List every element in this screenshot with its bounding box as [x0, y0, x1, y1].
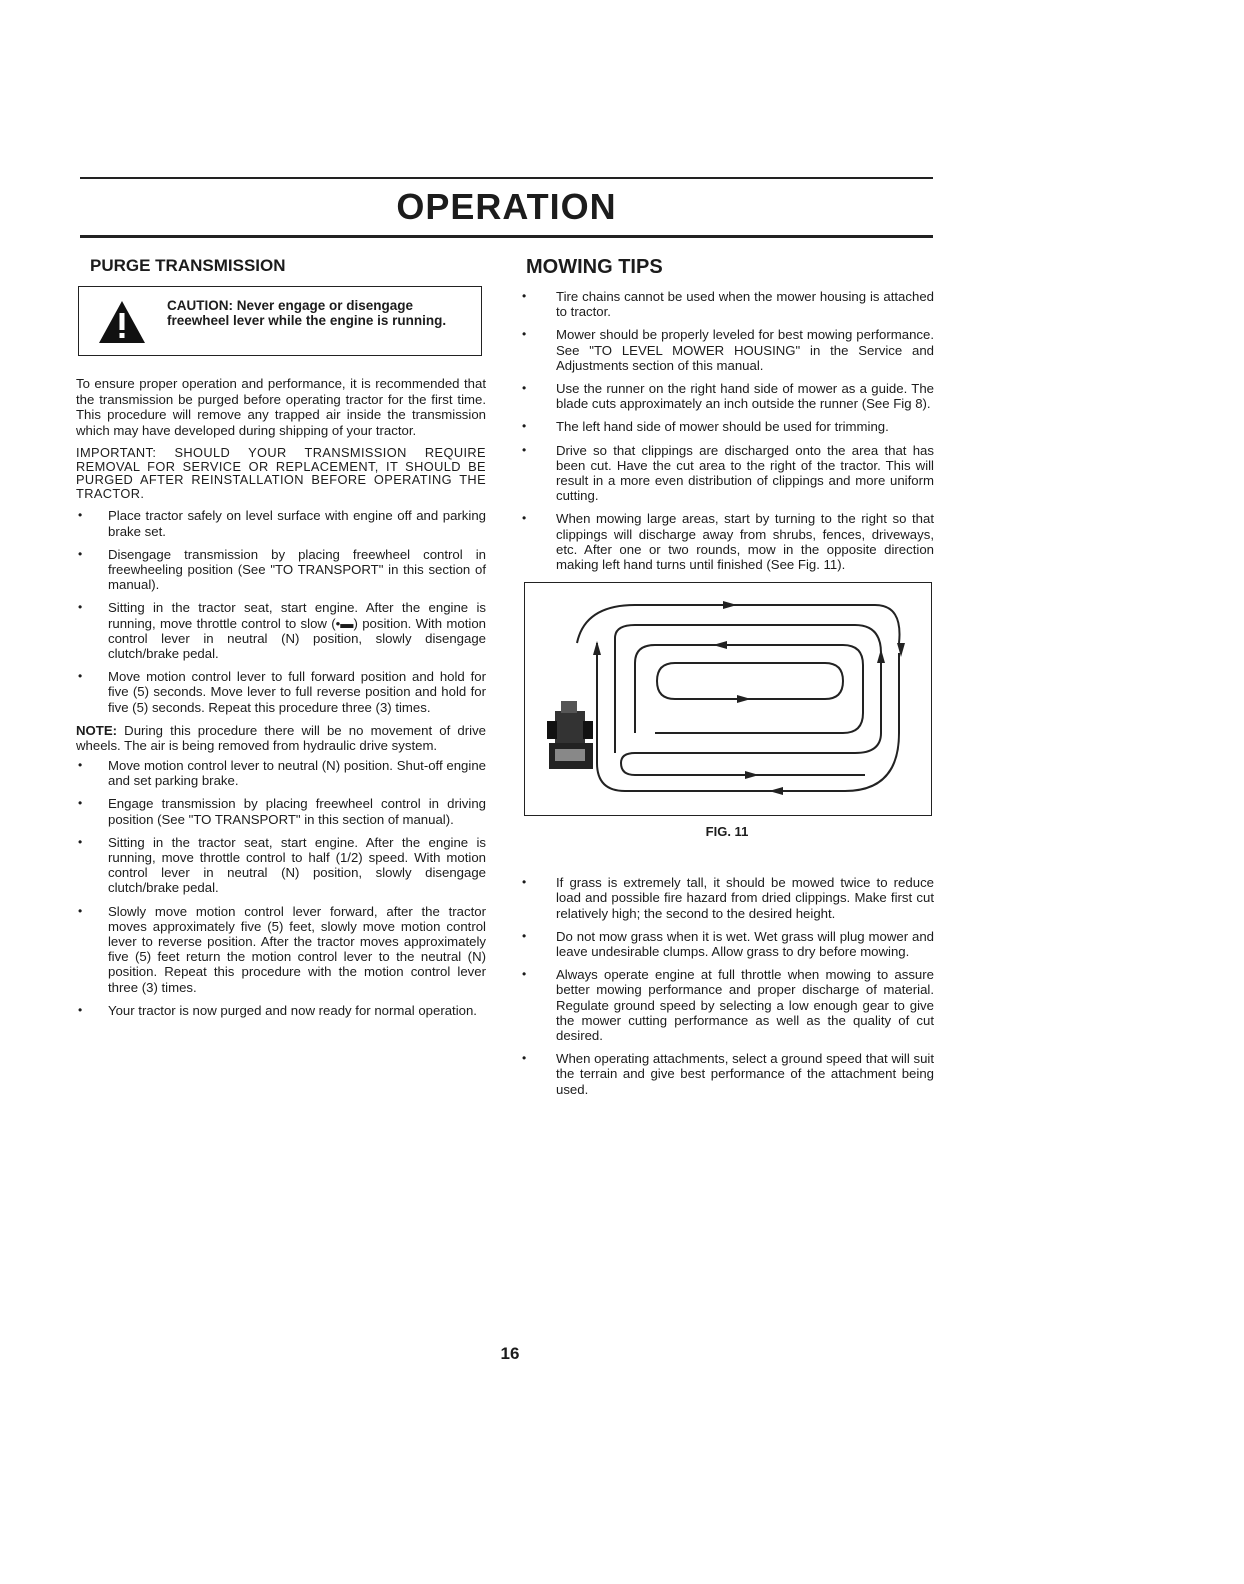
tractor-icon: [547, 701, 593, 769]
list-item: • The left hand side of mower should be used for trimming.: [520, 419, 934, 434]
page-number: 16: [500, 1344, 520, 1363]
page-title: OPERATION: [396, 186, 617, 227]
list-item: • Place tractor safely on level surface with engine off and parking brake set.: [76, 508, 486, 538]
warning-triangle-icon: [97, 299, 147, 345]
list-item: • If grass is extremely tall, it should be mowed twice to reduce load and possible fire hazard from dried clippings. Make first cut relatively high; the second to the desired height.: [520, 875, 934, 921]
caution-label: CAUTION:: [167, 298, 233, 313]
list-item: • Slowly move motion control lever forward, after the tractor moves approximately five (5) feet, slowly move motion control lever to reverse position. After the tractor moves approximately five (5) feet return the motion control lever to the neutral (N) position. Repeat this procedure with the motion control lever three (3) times.: [76, 904, 486, 995]
list-item: • Tire chains cannot be used when the mower housing is attached to tractor.: [520, 289, 934, 319]
mowing-tips-list-b: [520, 875, 934, 1097]
list-item: • Move motion control lever to neutral (N) position. Shut-off engine and set parking brake.: [76, 758, 486, 788]
list-item: • Mower should be properly leveled for best mowing performance. See "TO LEVEL MOWER HOUSING" in the Service and Adjustments section of this manual.: [520, 327, 934, 373]
caution-text: [167, 298, 467, 328]
caution-message: Never engage or disengage freewheel lever while the engine is running.: [167, 298, 447, 328]
list-item: • Disengage transmission by placing freewheel control in freewheeling position (See "TO TRANSPORT" in this section of manual).: [76, 547, 486, 593]
list-item: • Do not mow grass when it is wet. Wet grass will plug mower and leave undesirable clumps. Allow grass to dry before mowing.: [520, 929, 934, 959]
list-item: • Drive so that clippings are discharged onto the area that has been cut. Have the cut area to the right of the tractor. This will result in a more even distribution of clippings and more uniform cutting.: [520, 443, 934, 504]
purge-steps-list-b: [76, 758, 486, 1018]
mowing-tips-column: [520, 256, 934, 1105]
list-item: • When mowing large areas, start by turning to the right so that clippings will discharge away from shrubs, fences, driveways, etc. After one or two rounds, mow in the opposite direction making left hand turns until finished (See Fig. 11).: [520, 511, 934, 572]
purge-steps-list-a: [76, 508, 486, 714]
list-item: • Move motion control lever to full forward position and hold for five (5) seconds. Move lever to full reverse position and hold for five (5) seconds. Repeat this procedure three (3) times.: [76, 669, 486, 715]
mowing-pattern-figure: [524, 582, 932, 816]
mowing-tips-list-a: [520, 289, 934, 572]
list-item: • Always operate engine at full throttle when mowing to assure better mowing performance and proper discharge of material. Regulate ground speed by selecting a low enough gear to give the mower cutting performance as well as the quality of cut desired.: [520, 967, 934, 1043]
list-item: • Sitting in the tractor seat, start engine. After the engine is running, move throttle control to slow (•▬) position. With motion control lever in neutral (N) position, slowly disengage clutch/brake pedal.: [76, 600, 486, 661]
mowing-pattern-diagram: [525, 583, 930, 814]
note-paragraph: [76, 723, 486, 754]
note-label: NOTE:: [76, 722, 118, 738]
caution-box: [78, 286, 482, 356]
title-underline: [80, 235, 933, 238]
list-item: • Sitting in the tractor seat, start engine. After the engine is running, move throttle control to half (1/2) speed. With motion control lever in neutral (N) position, slowly disengage clutch/brake pedal.: [76, 835, 486, 896]
figure-caption: FIG. 11: [705, 824, 749, 840]
mowing-tips-heading: MOWING TIPS: [526, 256, 663, 278]
top-rule: [80, 177, 933, 179]
list-item: • Engage transmission by placing freewheel control in driving position (See "TO TRANSPORT" in this section of manual).: [76, 796, 486, 826]
purge-transmission-heading: PURGE TRANSMISSION: [90, 256, 286, 275]
list-item: • Use the runner on the right hand side of mower as a guide. The blade cuts approximately an inch outside the runner (See Fig 8).: [520, 381, 934, 411]
purge-transmission-column: [76, 256, 486, 1026]
note-text: During this procedure there will be no movement of drive wheels. The air is being removed from hydraulic drive system.: [76, 722, 486, 754]
list-item: • Your tractor is now purged and now ready for normal operation.: [76, 1003, 486, 1018]
important-notice: IMPORTANT: SHOULD YOUR TRANSMISSION REQUIRE REMOVAL FOR SERVICE OR REPLACEMENT, IT SHOULD BE PURGED AFTER REINSTALLATION BEFORE OPERATING THE TRACTOR.: [76, 445, 486, 501]
purge-intro: To ensure proper operation and performance, it is recommended that the transmission be purged before operating tractor for the first time. This procedure will remove any trapped air inside the transmission which may have developed during shipping of your tractor.: [76, 376, 486, 438]
list-item: • When operating attachments, select a ground speed that will suit the terrain and give best performance of the attachment being used.: [520, 1051, 934, 1097]
